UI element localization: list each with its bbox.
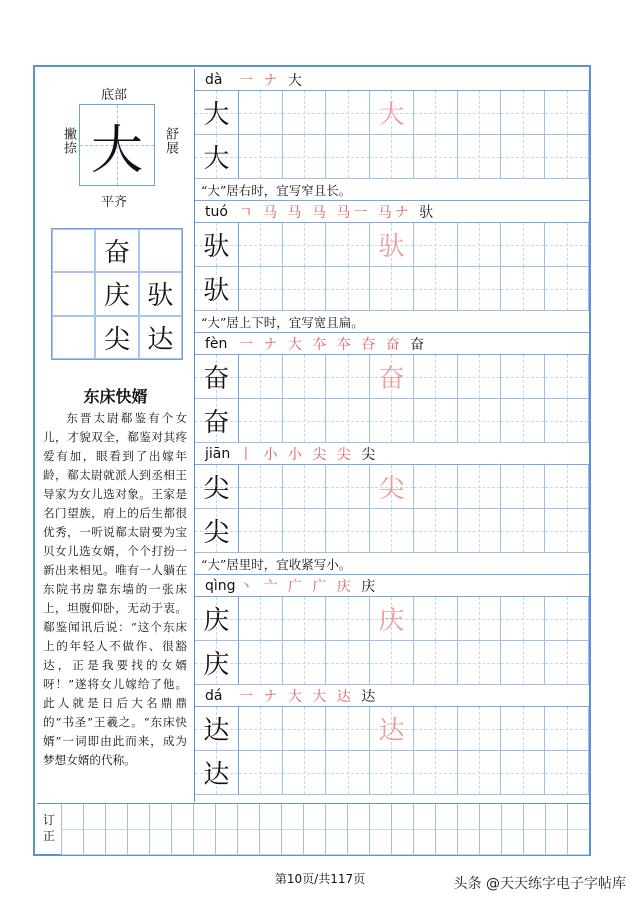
- practice-cell[interactable]: [283, 509, 327, 553]
- correction-cell[interactable]: [193, 804, 215, 830]
- page-frame: [33, 65, 591, 856]
- practice-cell[interactable]: [458, 465, 502, 509]
- correction-cell[interactable]: [567, 804, 589, 830]
- correction-cell[interactable]: [391, 830, 413, 856]
- correction-cell[interactable]: [171, 830, 193, 856]
- model-char: 庆: [203, 606, 230, 636]
- pinyin: jiān: [205, 445, 231, 462]
- practice-cell[interactable]: [501, 135, 545, 179]
- correction-cell[interactable]: [325, 804, 347, 830]
- practice-cell[interactable]: [501, 399, 545, 443]
- correction-cell[interactable]: [83, 830, 105, 856]
- practice-cell[interactable]: [283, 707, 327, 751]
- page-number: 第10页/共117页: [274, 872, 366, 886]
- practice-cell[interactable]: [326, 597, 370, 641]
- radical-top-label: 底部: [101, 88, 128, 103]
- practice-cell[interactable]: [501, 223, 545, 267]
- practice-cell[interactable]: [545, 465, 589, 509]
- practice-cell[interactable]: [239, 597, 283, 641]
- practice-cell[interactable]: [501, 751, 545, 795]
- practice-cell[interactable]: [414, 707, 458, 751]
- pinyin: fèn: [205, 335, 228, 352]
- model-char: 驮: [203, 276, 230, 306]
- practice-cell[interactable]: [545, 135, 589, 179]
- correction-cell[interactable]: [127, 804, 149, 830]
- trace-char: 尖: [378, 474, 405, 504]
- practice-cell[interactable]: [195, 223, 239, 267]
- practice-cell[interactable]: [239, 91, 283, 135]
- correction-cell[interactable]: [61, 804, 83, 830]
- practice-cell[interactable]: [195, 751, 239, 795]
- practice-cell[interactable]: [326, 267, 370, 311]
- pinyin-row: [195, 333, 589, 355]
- practice-cell[interactable]: [370, 751, 414, 795]
- correction-cell[interactable]: [127, 830, 149, 856]
- practice-cell[interactable]: [326, 751, 370, 795]
- correction-cell[interactable]: [501, 804, 523, 830]
- example-cell: 奋: [95, 229, 138, 272]
- practice-cell[interactable]: [458, 399, 502, 443]
- radical-box: [79, 104, 155, 186]
- practice-cell[interactable]: [239, 135, 283, 179]
- stroke-order: 一 ナ 大: [239, 72, 305, 89]
- practice-cell[interactable]: [414, 641, 458, 685]
- pinyin: dá: [205, 687, 223, 704]
- correction-cell[interactable]: [369, 804, 391, 830]
- correction-cell[interactable]: [83, 804, 105, 830]
- practice-cell[interactable]: [458, 509, 502, 553]
- writing-tip: “大”居右时，宜写窄且长。: [195, 179, 589, 201]
- pinyin-row: [195, 685, 589, 707]
- practice-cell[interactable]: [195, 707, 239, 751]
- model-char: 大: [203, 144, 230, 174]
- practice-cell[interactable]: [545, 707, 589, 751]
- practice-cell[interactable]: [501, 465, 545, 509]
- correction-area: [37, 803, 589, 855]
- practice-grid: [195, 91, 589, 179]
- correction-cell[interactable]: [457, 804, 479, 830]
- practice-cell[interactable]: [326, 91, 370, 135]
- pinyin: tuó: [205, 203, 228, 220]
- practice-cell[interactable]: [195, 135, 239, 179]
- practice-cell[interactable]: [414, 751, 458, 795]
- correction-cell[interactable]: [61, 830, 83, 856]
- correction-cell[interactable]: [413, 804, 435, 830]
- practice-cell[interactable]: [370, 597, 414, 641]
- practice-cell[interactable]: [545, 751, 589, 795]
- model-char: 奋: [203, 364, 230, 394]
- correction-cell[interactable]: [105, 830, 127, 856]
- trace-char: 奋: [378, 364, 405, 394]
- practice-cell[interactable]: [370, 399, 414, 443]
- practice-grid: [195, 355, 589, 443]
- practice-cell[interactable]: [283, 135, 327, 179]
- practice-cell[interactable]: [326, 399, 370, 443]
- correction-cell[interactable]: [501, 830, 523, 856]
- practice-grid: [195, 707, 589, 795]
- radical-left-label: 撇捺: [61, 127, 76, 155]
- practice-cell[interactable]: [545, 597, 589, 641]
- correction-cell[interactable]: [347, 830, 369, 856]
- example-cell: 驮: [139, 272, 182, 315]
- practice-grid: [195, 223, 589, 311]
- example-cell: [139, 229, 182, 272]
- radical-bottom-label: 平齐: [101, 195, 128, 210]
- practice-cell[interactable]: [239, 707, 283, 751]
- practice-cell[interactable]: [283, 267, 327, 311]
- practice-cell[interactable]: [239, 355, 283, 399]
- practice-cell[interactable]: [501, 91, 545, 135]
- practice-cell[interactable]: [414, 399, 458, 443]
- example-cell: [52, 316, 95, 359]
- correction-cell[interactable]: [567, 830, 589, 856]
- story-text: 东晋太尉郗鉴有个女儿，才貌双全，郗鉴对其疼爱有加，眼看到了出嫁年龄，郗太尉就派人到丞相王导家为女儿选对象。王家是名门望族，府上的后生都很优秀，一听说郗太尉要为宝贝女儿选女婿，个个打扮一新出来相见。唯有一人躺在东院书房靠东墙的一张床上，坦腹仰卧，无动于衷。郗鉴闻讯后说：“这个东床上的年轻人不做作、很豁达，正是我要找的女婿呀！”遂将女儿嫁给了他。此人就是日后大名鼎鼎的“书圣”王羲之。“东床快婿”一词即由此而来，成为梦想女婿的代称。: [43, 411, 187, 767]
- practice-cell[interactable]: [195, 91, 239, 135]
- practice-cell[interactable]: [501, 641, 545, 685]
- practice-cell[interactable]: [195, 399, 239, 443]
- practice-grid: [195, 465, 589, 553]
- model-char: 达: [203, 716, 230, 746]
- practice-cell[interactable]: [370, 267, 414, 311]
- correction-cell[interactable]: [281, 830, 303, 856]
- correction-cell[interactable]: [171, 804, 193, 830]
- practice-cell[interactable]: [414, 223, 458, 267]
- pinyin-row: [195, 201, 589, 223]
- model-char: 尖: [203, 518, 230, 548]
- practice-cell[interactable]: [283, 597, 327, 641]
- practice-cell[interactable]: [239, 751, 283, 795]
- correction-cell[interactable]: [369, 830, 391, 856]
- practice-cell[interactable]: [545, 223, 589, 267]
- practice-cell[interactable]: [501, 267, 545, 311]
- stroke-order: 一 ナ 大 大 达 达: [239, 688, 379, 705]
- practice-cell[interactable]: [414, 91, 458, 135]
- example-grid: [51, 228, 183, 360]
- practice-cell[interactable]: [545, 399, 589, 443]
- example-cell: 庆: [95, 272, 138, 315]
- practice-cell[interactable]: [458, 707, 502, 751]
- practice-cell[interactable]: [414, 135, 458, 179]
- practice-cell[interactable]: [283, 641, 327, 685]
- example-cell: [52, 272, 95, 315]
- correction-cell[interactable]: [457, 830, 479, 856]
- practice-cell[interactable]: [370, 135, 414, 179]
- pinyin-row: [195, 575, 589, 597]
- trace-char: 达: [378, 716, 405, 746]
- practice-cell[interactable]: [458, 355, 502, 399]
- correction-cell[interactable]: [523, 830, 545, 856]
- practice-cell[interactable]: [239, 399, 283, 443]
- practice-cell[interactable]: [239, 509, 283, 553]
- correction-grid: [61, 804, 589, 855]
- correction-cell[interactable]: [303, 830, 325, 856]
- correction-cell[interactable]: [303, 804, 325, 830]
- pinyin: dà: [205, 71, 223, 88]
- left-panel: [37, 69, 195, 802]
- practice-cell[interactable]: [414, 465, 458, 509]
- trace-char: 驮: [378, 232, 405, 262]
- practice-cell[interactable]: [545, 267, 589, 311]
- correction-cell[interactable]: [391, 804, 413, 830]
- model-char: 庆: [203, 650, 230, 680]
- correction-cell[interactable]: [105, 804, 127, 830]
- model-char: 尖: [203, 474, 230, 504]
- practice-cell[interactable]: [326, 707, 370, 751]
- practice-cell[interactable]: [283, 465, 327, 509]
- practice-cell[interactable]: [283, 751, 327, 795]
- practice-cell[interactable]: [195, 641, 239, 685]
- practice-cell[interactable]: [326, 355, 370, 399]
- practice-cell[interactable]: [283, 399, 327, 443]
- correction-cell[interactable]: [237, 830, 259, 856]
- correction-cell[interactable]: [545, 830, 567, 856]
- correction-cell[interactable]: [479, 830, 501, 856]
- trace-char: 庆: [378, 606, 405, 636]
- correction-cell[interactable]: [413, 830, 435, 856]
- watermark: 头条 @天天练字电子字帖库: [453, 876, 626, 892]
- practice-cell[interactable]: [458, 223, 502, 267]
- practice-cell[interactable]: [370, 355, 414, 399]
- practice-cell[interactable]: [458, 135, 502, 179]
- practice-cell[interactable]: [239, 465, 283, 509]
- practice-cell[interactable]: [501, 355, 545, 399]
- practice-cell[interactable]: [545, 355, 589, 399]
- model-char: 奋: [203, 408, 230, 438]
- practice-cell[interactable]: [195, 267, 239, 311]
- stroke-order: 一 ナ 大 夲 夲 夻 奋 奋: [239, 336, 428, 353]
- correction-cell[interactable]: [215, 830, 237, 856]
- correction-cell[interactable]: [435, 804, 457, 830]
- practice-cell[interactable]: [239, 641, 283, 685]
- practice-cell[interactable]: [414, 509, 458, 553]
- example-cell: 达: [139, 316, 182, 359]
- practice-cell[interactable]: [283, 223, 327, 267]
- model-char: 达: [203, 760, 230, 790]
- practice-cell[interactable]: [545, 91, 589, 135]
- correction-cell[interactable]: [479, 804, 501, 830]
- practice-cell[interactable]: [545, 641, 589, 685]
- model-char: 驮: [203, 232, 230, 262]
- correction-cell[interactable]: [545, 804, 567, 830]
- stroke-order: 丨 小 小 尖 尖 尖: [239, 446, 379, 463]
- pinyin-row: [195, 69, 589, 91]
- correction-cell[interactable]: [347, 804, 369, 830]
- practice-cell[interactable]: [283, 91, 327, 135]
- correction-cell[interactable]: [259, 830, 281, 856]
- practice-cell[interactable]: [326, 509, 370, 553]
- correction-cell[interactable]: [149, 830, 171, 856]
- practice-cell[interactable]: [326, 135, 370, 179]
- example-cell: 尖: [95, 316, 138, 359]
- correction-cell[interactable]: [325, 830, 347, 856]
- practice-cell[interactable]: [326, 465, 370, 509]
- practice-cell[interactable]: [414, 267, 458, 311]
- correction-label: 订正: [43, 813, 56, 843]
- correction-cell[interactable]: [435, 830, 457, 856]
- correction-cell[interactable]: [149, 804, 171, 830]
- practice-cell[interactable]: [370, 465, 414, 509]
- practice-cell[interactable]: [195, 465, 239, 509]
- correction-cell[interactable]: [215, 804, 237, 830]
- practice-cell[interactable]: [370, 223, 414, 267]
- practice-cell[interactable]: [370, 509, 414, 553]
- correction-cell[interactable]: [237, 804, 259, 830]
- example-cell: [52, 229, 95, 272]
- pinyin: qìng: [205, 577, 236, 594]
- writing-tip: “大”居上下时，宜写宽且扁。: [195, 311, 589, 333]
- correction-cell[interactable]: [281, 804, 303, 830]
- writing-tip: “大”居里时，宜收紧写小。: [195, 553, 589, 575]
- practice-cell[interactable]: [458, 597, 502, 641]
- practice-cell[interactable]: [458, 267, 502, 311]
- pinyin-row: [195, 443, 589, 465]
- trace-char: 大: [378, 100, 405, 130]
- practice-cell[interactable]: [370, 707, 414, 751]
- practice-cell[interactable]: [370, 641, 414, 685]
- model-char: 大: [203, 100, 230, 130]
- practice-cell[interactable]: [239, 267, 283, 311]
- practice-cell[interactable]: [370, 91, 414, 135]
- practice-cell[interactable]: [501, 509, 545, 553]
- practice-cell[interactable]: [283, 355, 327, 399]
- practice-cell[interactable]: [545, 509, 589, 553]
- practice-cell[interactable]: [501, 707, 545, 751]
- practice-cell[interactable]: [501, 597, 545, 641]
- correction-cell[interactable]: [193, 830, 215, 856]
- stroke-order: 丶 亠 广 广 庆 庆: [239, 578, 379, 595]
- correction-cell[interactable]: [523, 804, 545, 830]
- practice-cell[interactable]: [458, 91, 502, 135]
- practice-cell[interactable]: [326, 641, 370, 685]
- practice-panel: [195, 69, 589, 802]
- practice-cell[interactable]: [239, 223, 283, 267]
- story-title: 东床快婿: [83, 387, 148, 406]
- practice-cell[interactable]: [195, 509, 239, 553]
- stroke-order: ㄱ 马 马 马 马一 马ナ 驮: [239, 204, 437, 221]
- practice-grid: [195, 597, 589, 685]
- correction-cell[interactable]: [259, 804, 281, 830]
- practice-cell[interactable]: [414, 355, 458, 399]
- radical-right-label: 舒展: [163, 127, 178, 155]
- practice-cell[interactable]: [195, 597, 239, 641]
- practice-cell[interactable]: [195, 355, 239, 399]
- practice-cell[interactable]: [326, 223, 370, 267]
- radical-char: 大: [90, 120, 143, 181]
- practice-cell[interactable]: [414, 597, 458, 641]
- practice-cell[interactable]: [458, 641, 502, 685]
- practice-cell[interactable]: [458, 751, 502, 795]
